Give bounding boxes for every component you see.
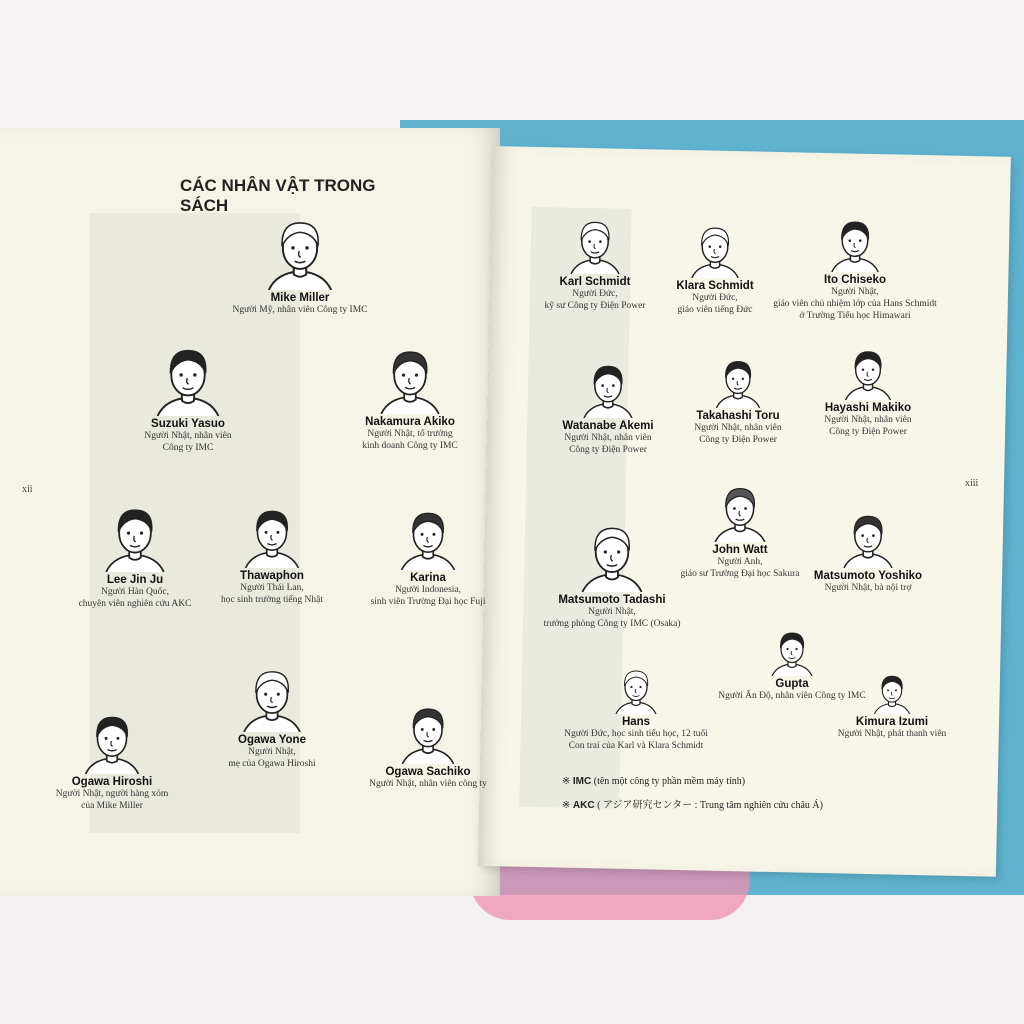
character-name: Ogawa Sachiko [385,766,471,778]
character-description: Người Nhật, nhân viên [694,423,782,433]
character-description: Người Đức, [692,293,738,303]
character-card [506,664,766,752]
character-description: chuyên viên nghiên cứu AKC [78,599,192,609]
character-description: giáo viên chủ nhiệm lớp của Hans Schmidt [773,299,937,309]
character-description: kinh doanh Công ty IMC [362,441,458,451]
character-name: Nakamura Akiko [365,416,455,428]
character-card [725,214,985,322]
character-card [738,344,998,438]
character-description: Người Nhật, người hàng xóm [55,789,169,799]
character-description: Người Đức, học sinh tiểu học, 12 tuổi [564,729,708,739]
character-description: Người Nhật, nhân viên công ty [369,779,487,789]
character-description: Công ty IMC [162,443,214,453]
character-name: Gupta [775,678,809,690]
character-description: trưởng phòng Công ty IMC (Osaka) [543,619,681,629]
character-name: Suzuki Yasuo [151,418,225,430]
character-description: Người Nhật, bà nội trợ [824,583,912,593]
character-name: Klara Schmidt [676,280,754,292]
character-name: Ogawa Hiroshi [71,776,153,788]
note-akc: ※ AKC ( アジア研究センター : Trung tâm nghiên cứu châu Á) [562,800,823,811]
character-name: Takahashi Toru [696,410,780,422]
portrait-icon [575,518,649,592]
character-description: Người Ấn Độ, nhân viên Công ty IMC [718,691,866,701]
character-description: sinh viên Trường Đại học Fuji [370,597,486,607]
character-name: Karina [410,572,446,584]
portrait-icon [611,664,661,714]
character-description: Người Hàn Quốc, [101,587,169,597]
portrait-icon [239,502,305,568]
portrait-icon [395,504,461,570]
character-description: Người Mỹ, nhân viên Công ty IMC [232,305,368,315]
character-name: Ito Chiseko [824,274,886,286]
character-description: Người Đức, [572,289,618,299]
character-description: Người Thái Lan, [240,583,304,593]
portrait-icon [840,344,896,400]
character-description: Người Nhật, [248,747,296,757]
portrait-icon [396,700,460,764]
page-number-right: xiii [965,478,979,489]
note-imc: ※ IMC (tên một công ty phần mềm máy tính) [562,776,746,787]
character-description: giáo viên tiếng Đức [677,305,753,315]
character-description: của Mike Miller [81,801,143,811]
character-card [58,340,318,454]
background-wall [0,0,1024,130]
portrait-icon [870,670,914,714]
character-name: Mike Miller [270,292,330,304]
character-name: Matsumoto Tadashi [558,594,666,606]
character-description: ở Trường Tiểu học Himawari [799,311,911,321]
portrait-icon [261,212,339,290]
character-description: giáo sư Trường Đại học Sakura [680,569,800,579]
portrait-icon [826,214,884,272]
character-description: Người Nhật, [831,287,879,297]
character-description: Người Nhật, nhân viên [564,433,652,443]
portrait-icon [79,708,145,774]
portrait-icon [150,340,226,416]
character-description: Người Nhật, [588,607,636,617]
character-name: John Watt [712,544,768,556]
character-description: mẹ của Ogawa Hiroshi [228,759,316,769]
character-name: Matsumoto Yoshiko [813,570,923,582]
character-card [762,670,1022,740]
character-description: Người Nhật, nhân viên [144,431,232,441]
character-description: Công ty Điện Power [699,435,777,445]
portrait-icon [838,508,898,568]
character-description: học sinh trường tiếng Nhật [221,595,323,605]
page-title: CÁC NHÂN VẬT TRONG SÁCH [180,176,376,215]
character-description: Người Anh, [717,557,763,567]
character-name: Hayashi Makiko [824,402,912,414]
character-name: Watanabe Akemi [562,420,654,432]
page-number-left: xii [22,484,33,495]
character-card [170,212,430,316]
character-description: Công ty Điện Power [569,445,647,455]
character-name: Hans [621,716,651,728]
character-name: Karl Schmidt [559,276,631,288]
character-name: Ogawa Yone [238,734,306,746]
character-card [738,508,998,594]
character-description: Người Indonesia, [394,585,462,595]
character-description: Người Nhật, tổ trưởng [367,429,453,439]
portrait-icon [767,626,817,676]
character-description: Người Nhật, nhân viên [824,415,912,425]
character-name: Kimura Izumi [855,716,929,728]
character-description: Người Nhật, phát thanh viên [837,729,947,739]
character-name: Thawaphon [240,570,304,582]
portrait-icon [237,662,307,732]
character-description: kỹ sư Công ty Điện Power [544,301,646,311]
character-description: Con trai của Karl và Klara Schmidt [568,741,704,751]
portrait-icon [374,342,446,414]
character-name: Lee Jin Ju [106,574,164,586]
character-description: Công ty Điện Power [829,427,907,437]
character-card [482,518,742,630]
